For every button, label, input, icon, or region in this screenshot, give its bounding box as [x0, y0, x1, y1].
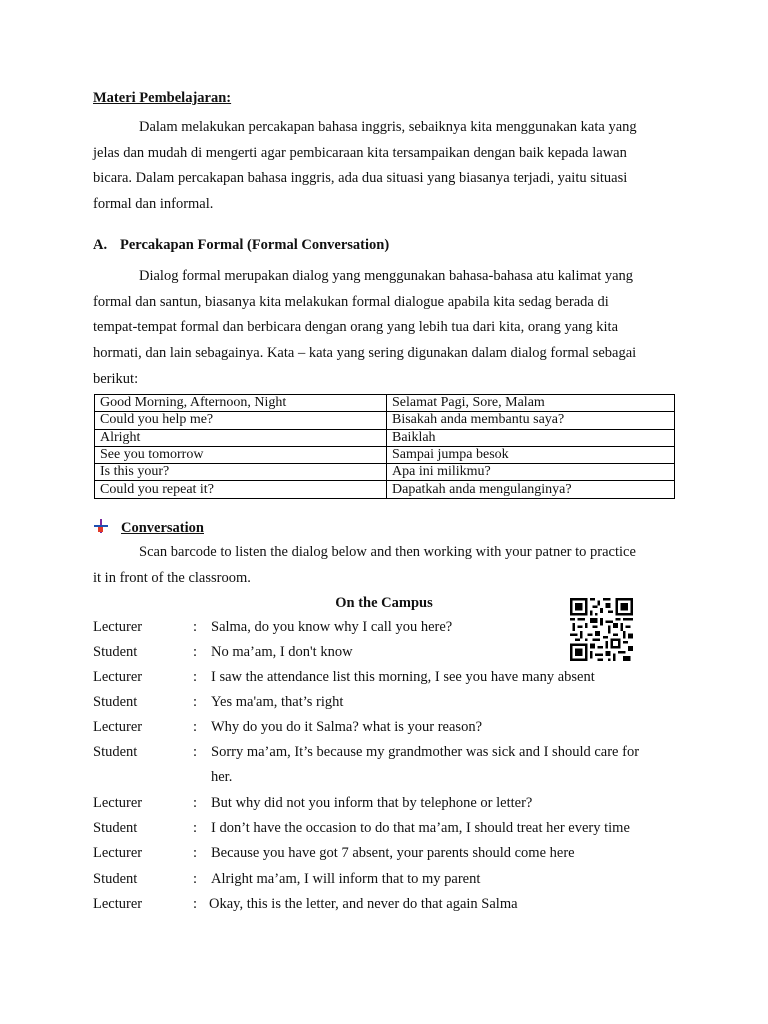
intro-line: formal dan informal.: [93, 196, 214, 213]
english-cell: Could you repeat it?: [95, 481, 387, 498]
instruction-line: Scan barcode to listen the dialog below and then working with your patner to practice: [139, 544, 636, 560]
instruction-line: it in front of the classroom.: [93, 569, 251, 586]
indonesian-cell: Selamat Pagi, Sore, Malam: [387, 395, 675, 412]
table-row: [95, 412, 675, 429]
dialog-text: Yes ma'am, that’s right: [211, 694, 344, 710]
table-row: [95, 464, 675, 481]
document-page: Materi Pembelajaran: Dalam melakukan percakapan bahasa inggris, sebaiknya kita menggunakan kata yang jelas dan mudah di mengerti agar pembicaraan kita tersampaikan dengan baik kepada lawan bicara. Dalam percakapan bahasa inggris, ada dua situasi yang biasanya terjadi, yaitu situasi formal dan informal. A. Percakapan Formal (Formal Conversation) Dialog formal merupakan dialog yang menggunakan bahasa-bahasa atu kalimat yang formal dan santun, biasanya kita melakukan formal dialogue apabila kita sedag berada di tempat-tempat formal dan berbicara dengan orang yang lebih tua dari kita, orang yang kita hormati, dan lain sebagainya. Kata – kata yang sering digunakan dalam dialog formal sebagai berikut: Good Morning, Afternoon, Night Selamat Pagi, Sore, Malam Could you help me? Bisakah anda membantu saya? Alright Baiklah See you tomorrow Sampai jumpa besok Is this your? Apa ini milikmu? Could you repeat it? Dapatkah anda mengulanginya? Conversation Scan barcode to listen the dialog below and then working with your patner to practice it in front of the classroom. On the Campus Lecturer : Salma, do you know why I call you here? Student : No ma’am, I don't know Lecturer : I saw the attendance list this morning, I see you have many absent Student : Yes ma'am, that’s right Lecturer : Why do you do it Salma? what is your reason? Student : Sorry ma’am, It’s because my grandmother was sick and I should care for her. Lecturer : But why did not you inform that by telephone or letter? Student : I don’t have the occasion to do that ma’am, I should treat her every time Lecturer : Because you have got 7 absent, your parents should come here Student : Alright ma’am, I will inform that to my parent Lecturer : Okay, this is the letter, and never do that again Salma: [0, 0, 768, 1024]
paragraph-line: hormati, dan lain sebagainya. Kata – kata yang sering digunakan dalam dialog formal sebagai: [93, 345, 637, 362]
indonesian-cell: Apa ini milikmu?: [387, 464, 675, 481]
intro-line: bicara. Dalam percakapan bahasa inggris, ada dua situasi yang biasanya terjadi, yaitu situasi: [93, 170, 628, 187]
dialog-text: I don’t have the occasion to do that ma’am, I should treat her every time: [211, 820, 630, 836]
speaker-name: Lecturer: [93, 845, 143, 861]
intro-line: Dalam melakukan percakapan bahasa inggris, sebaiknya kita menggunakan kata yang: [139, 119, 637, 135]
paragraph-line: Dialog formal merupakan dialog yang menggunakan bahasa-bahasa atu kalimat yang: [139, 268, 634, 284]
section-a-paragraph: [93, 264, 674, 393]
dialog-text: Alright ma’am, I will inform that to my parent: [211, 871, 481, 887]
dialog-text: Why do you do it Salma? what is your reason?: [211, 719, 483, 735]
conversation-label: Conversation: [121, 520, 204, 536]
table-row: [95, 429, 675, 446]
english-cell: Could you help me?: [95, 412, 387, 429]
indonesian-cell: Sampai jumpa besok: [387, 446, 675, 463]
dialog-continuation: her.: [211, 769, 233, 785]
section-letter: A.: [93, 237, 108, 253]
section-title-text: Percakapan Formal (Formal Conversation): [120, 237, 390, 253]
english-cell: Alright: [95, 429, 387, 446]
speaker-name: Lecturer: [93, 669, 143, 685]
paragraph-line: formal dan santun, biasanya kita melakukan formal dialogue apabila kita sedag berada di: [93, 293, 609, 310]
cross-bullet-icon: [93, 518, 109, 534]
section-a-title: [93, 236, 389, 254]
indonesian-cell: Baiklah: [387, 429, 675, 446]
indonesian-cell: Bisakah anda membantu saya?: [387, 412, 675, 429]
english-cell: See you tomorrow: [95, 446, 387, 463]
dialog-text: Salma, do you know why I call you here?: [211, 619, 453, 635]
dialog-title: On the Campus: [335, 595, 433, 611]
intro-line: jelas dan mudah di mengerti agar pembicaraan kita tersampaikan dengan baik kepada lawan: [93, 144, 627, 161]
speaker-name: Student: [93, 820, 138, 836]
indonesian-cell: Dapatkah anda mengulanginya?: [387, 481, 675, 498]
speaker-name: Lecturer: [93, 795, 143, 811]
speaker-name: Lecturer: [93, 896, 143, 912]
qr-code-icon: [570, 598, 633, 661]
dialog-text: I saw the attendance list this morning, I see you have many absent: [211, 669, 595, 685]
paragraph-line: tempat-tempat formal dan berbicara dengan orang yang lebih tua dari kita, orang yang kita: [93, 319, 619, 336]
speaker-name: Student: [93, 871, 138, 887]
conversation-instruction: [93, 540, 674, 591]
conversation-heading: [93, 518, 204, 537]
paragraph-line: berikut:: [93, 370, 139, 387]
speaker-name: Lecturer: [93, 619, 143, 635]
english-cell: Good Morning, Afternoon, Night: [95, 395, 387, 412]
table-row: [95, 395, 675, 412]
speaker-name: Student: [93, 744, 138, 760]
dialog-text: No ma’am, I don't know: [211, 644, 353, 660]
dialog-text: But why did not you inform that by telephone or letter?: [211, 795, 533, 811]
page-heading: Materi Pembelajaran:: [93, 90, 232, 106]
english-cell: Is this your?: [95, 464, 387, 481]
vocabulary-table: [94, 394, 675, 499]
table-row: [95, 446, 675, 463]
dialog-text: Okay, this is the letter, and never do that again Salma: [209, 896, 518, 912]
speaker-name: Lecturer: [93, 719, 143, 735]
speaker-name: Student: [93, 694, 138, 710]
intro-paragraph: [93, 115, 674, 218]
table-row: [95, 481, 675, 498]
speaker-name: Student: [93, 644, 138, 660]
dialog-text: Because you have got 7 absent, your parents should come here: [211, 845, 575, 861]
dialog-text: Sorry ma’am, It’s because my grandmother was sick and I should care for: [211, 744, 640, 760]
